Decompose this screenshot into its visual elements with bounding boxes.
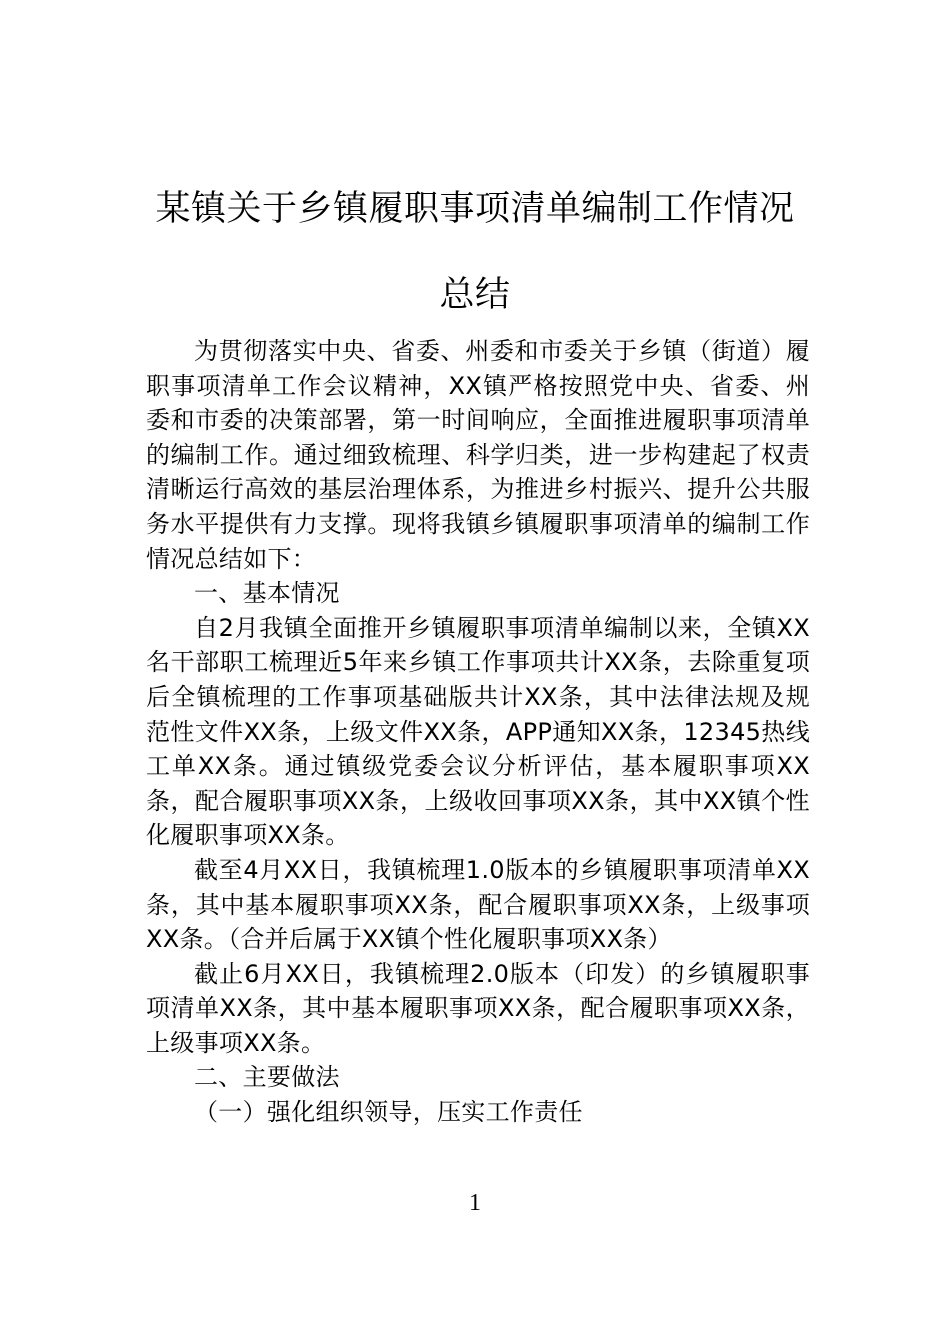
- version-2-paragraph: 截止6月XX日，我镇梳理2.0版本（印发）的乡镇履职事项清单XX条，其中基本履职事项XX条，配合履职事项XX条，上级事项XX条。: [146, 959, 810, 1057]
- intro-paragraph: 为贯彻落实中央、省委、州委和市委关于乡镇（街道）履职事项清单工作会议精神，XX镇严格按照党中央、省委、州委和市委的决策部署，第一时间响应，全面推进履职事项清单的编制工作。通过细致梳理、科学归类，进一步构建起了权责清晰运行高效的基层治理体系，为推进乡村振兴、提升公共服务水平提供有力支撑。现将我镇乡镇履职事项清单的编制工作情况总结如下：: [146, 337, 810, 573]
- version-1-paragraph: 截至4月XX日，我镇梳理1.0版本的乡镇履职事项清单XX条，其中基本履职事项XX条，配合履职事项XX条，上级事项XX条。（合并后属于XX镇个性化履职事项XX条）: [146, 855, 810, 954]
- document-title: [120, 166, 830, 338]
- basic-situation-paragraph: 自2月我镇全面推开乡镇履职事项清单编制以来，全镇XX名干部职工梳理近5年来乡镇工作事项共计XX条，去除重复项后全镇梳理的工作事项基础版共计XX条，其中法律法规及规范性文件XX条，上级文件XX条，APP通知XX条，12345热线工单XX条。通过镇级党委会议分析评估，基本履职事项XX条，配合履职事项XX条，上级收回事项XX条，其中XX镇个性化履职事项XX条。: [146, 613, 810, 850]
- title-line-1: 某镇关于乡镇履职事项清单编制工作情况: [155, 189, 795, 229]
- document-body: [146, 334, 810, 1130]
- subsection-heading-1: （一）强化组织领导，压实工作责任: [194, 1098, 583, 1127]
- section-heading-basic-situation: 一、基本情况: [194, 579, 340, 608]
- section-heading-main-practices: 二、主要做法: [194, 1063, 340, 1092]
- title-line-2: 总结: [439, 275, 511, 315]
- page-number: 1: [469, 1190, 481, 1216]
